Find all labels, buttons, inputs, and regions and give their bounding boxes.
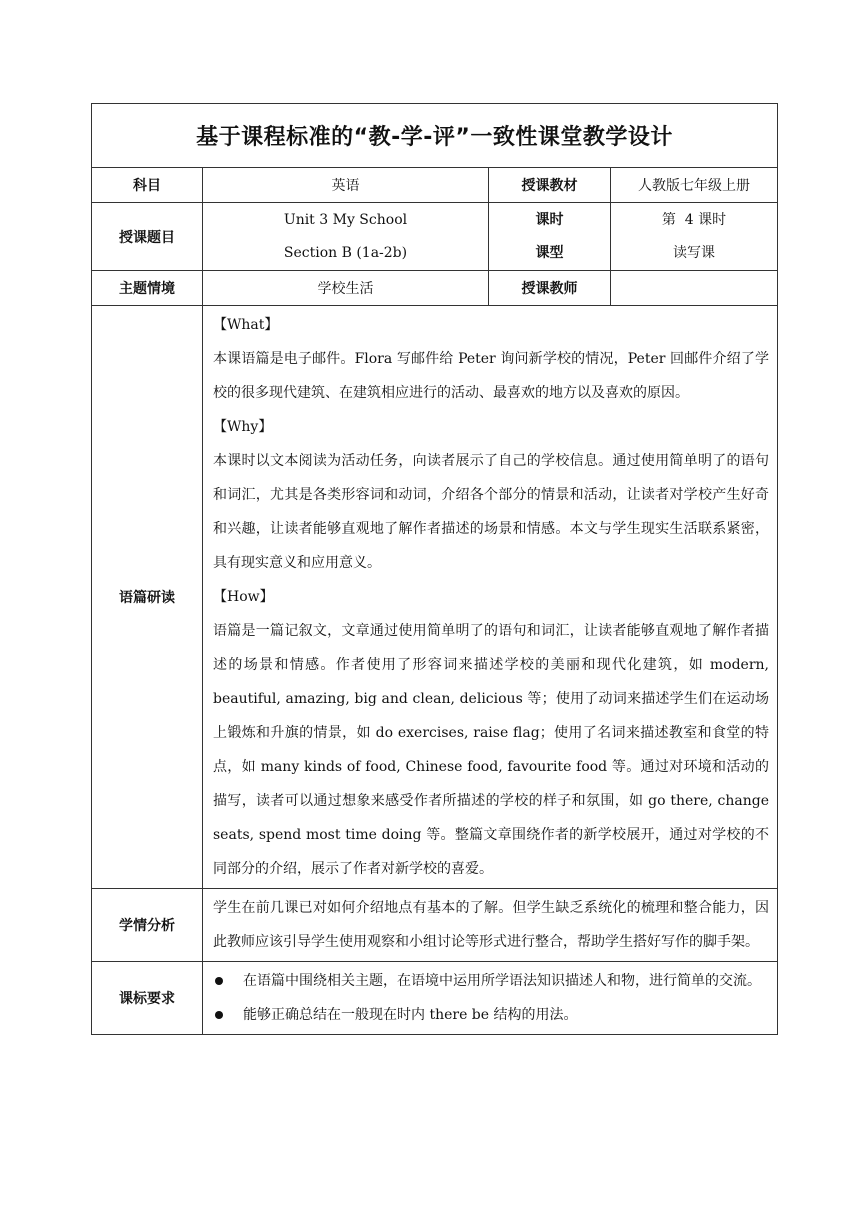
text-analysis-label: 语篇研读 [92, 306, 203, 889]
lesson-design-table [91, 103, 778, 1035]
bullet-icon [215, 1011, 223, 1019]
standard-item-2: 能够正确总结在一般现在时内 there be 结构的用法。 [243, 1007, 578, 1023]
learner-analysis-label: 学情分析 [92, 889, 203, 962]
standards-content [203, 962, 778, 1035]
topic-line-1: Unit 3 My School [283, 211, 408, 228]
why-heading: 【Why】 [213, 419, 273, 435]
learner-analysis-content [203, 889, 778, 962]
list-item [213, 998, 769, 1032]
standards-list [213, 964, 769, 1032]
period-value: 第 4 课时 [661, 211, 727, 228]
list-item [213, 964, 769, 998]
why-paragraph: 本课时以文本阅读为活动任务，向读者展示了自己的学校信息。通过使用简单明了的语句和词汇，尤其是各类形容词和动词，介绍各个部分的情景和活动，让读者对学校产生好奇和兴趣，让读者能够直观地了解作者描述的场景和情感。本文与学生现实生活联系紧密，具有现实意义和应用意义。 [213, 453, 769, 571]
topic-line-2: Section B (1a-2b) [283, 244, 408, 261]
standard-item-1: 在语篇中围绕相关主题，在语境中运用所学语法知识描述人和物，进行简单的交流。 [243, 973, 761, 989]
what-paragraph: 本课语篇是电子邮件。Flora 写邮件给 Peter 询问新学校的情况，Peter 回邮件介绍了学校的很多现代建筑、在建筑相应进行的活动、最喜欢的地方以及喜欢的原因。 [213, 351, 769, 401]
textbook-value: 人教版七年级上册 [611, 168, 778, 203]
subject-value: 英语 [203, 168, 489, 203]
subject-label: 科目 [92, 168, 203, 203]
topic-label: 授课题目 [92, 203, 203, 271]
learner-analysis-paragraph: 学生在前几课已对如何介绍地点有基本的了解。但学生缺乏系统化的梳理和整合能力，因此教师应该引导学生使用观察和小组讨论等形式进行整合，帮助学生搭好写作的脚手架。 [213, 900, 769, 950]
period-type-values [611, 203, 778, 271]
text-analysis-content [203, 306, 778, 889]
teacher-value [611, 271, 778, 306]
topic-value [203, 203, 489, 271]
what-heading: 【What】 [213, 317, 279, 333]
how-paragraph: 语篇是一篇记叙文，文章通过使用简单明了的语句和词汇，让读者能够直观地了解作者描述的场景和情感。作者使用了形容词来描述学校的美丽和现代化建筑，如 modern, beautiful, amazing, big and clean, delicious 等；使用了动词来描述学生们在运动场上锻炼和升旗的情景，如 do exercises, raise flag；使用了名词来描述教室和食堂的特点，如 many kinds of food, Chinese food, favourite food 等。通过对环境和活动的描写，读者可以通过想象来感受作者所描述的学校的样子和氛围，如 go there, change seats, spend most time doing 等。整篇文章围绕作者的新学校展开，通过对学校的不同部分的介绍，展示了作者对新学校的喜爱。 [213, 623, 769, 877]
bullet-icon [215, 977, 223, 985]
standards-label: 课标要求 [92, 962, 203, 1035]
how-heading: 【How】 [213, 589, 274, 605]
period-type-labels [489, 203, 611, 271]
theme-value: 学校生活 [203, 271, 489, 306]
type-value: 读写课 [673, 244, 715, 261]
theme-label: 主题情境 [92, 271, 203, 306]
document-title: 基于课程标准的“教-学-评”一致性课堂教学设计 [92, 104, 778, 168]
type-label: 课型 [535, 244, 564, 261]
period-label: 课时 [535, 211, 564, 228]
teacher-label: 授课教师 [489, 271, 611, 306]
textbook-label: 授课教材 [489, 168, 611, 203]
